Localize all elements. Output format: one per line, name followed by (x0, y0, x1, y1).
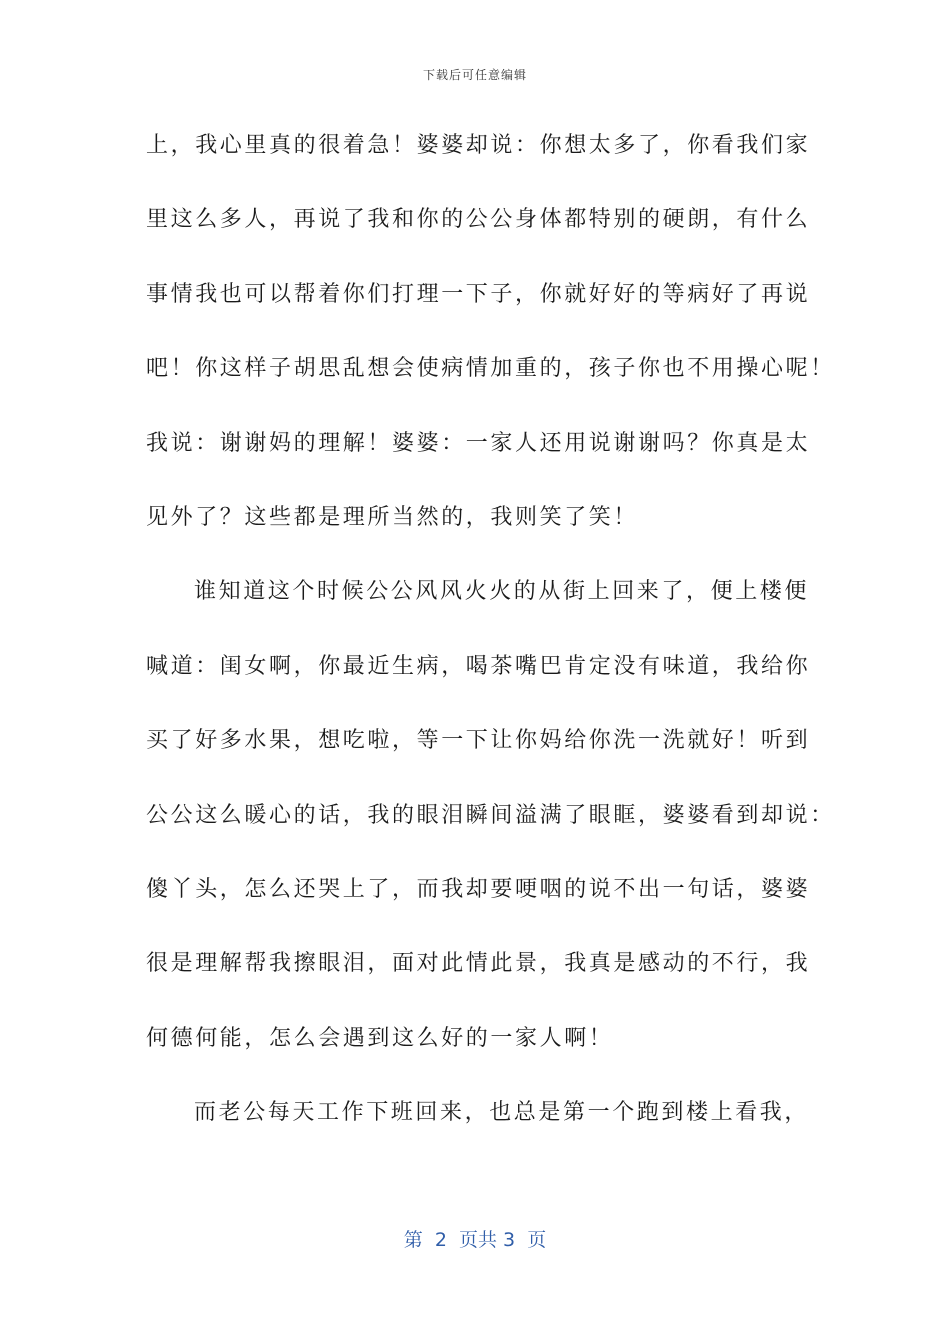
text-line-1: 上，我心里真的很着急！婆婆却说：你想太多了，你看我们家 (146, 133, 811, 158)
text-line-12: 很是理解帮我擦眼泪，面对此情此景，我真是感动的不行，我 (146, 951, 811, 977)
text-line-11: 傻丫头，怎么还哭上了，而我却要哽咽的说不出一句话，婆婆 (146, 876, 811, 902)
text-line-4: 吧！你这样子胡思乱想会使病情加重的，孩子你也不用操心呢！ (146, 356, 835, 382)
text-line-2: 里这么多人，再说了我和你的公公身体都特别的硬朗，有什么 (146, 207, 811, 233)
text-line-14: 而老公每天工作下班回来，也总是第一个跑到楼上看我， (194, 1100, 810, 1126)
text-line-13: 何德何能，怎么会遇到这么好的一家人啊！ (146, 1025, 614, 1051)
page-number-footer: 第 2 页共 3 页 (403, 1229, 547, 1251)
text-line-10: 公公这么暖心的话，我的眼泪瞬间溢满了眼眶，婆婆看到却说： (146, 802, 835, 828)
page-header: 下载后可任意编辑 (422, 68, 527, 82)
text-line-3: 事情我也可以帮着你们打理一下子，你就好好的等病好了再说 (146, 281, 811, 307)
text-line-6: 见外了？这些都是理所当然的，我则笑了笑！ (146, 504, 639, 530)
text-line-8: 喊道：闺女啊，你最近生病，喝茶嘴巴肯定没有味道，我给你 (146, 653, 811, 679)
text-line-9: 买了好多水果，想吃啦，等一下让你妈给你洗一洗就好！听到 (146, 728, 811, 754)
text-line-5: 我说：谢谢妈的理解！婆婆：一家人还用说谢谢吗？你真是太 (146, 430, 811, 456)
text-line-7: 谁知道这个时候公公风风火火的从街上回来了，便上楼便 (194, 579, 810, 605)
body-text (146, 120, 835, 1161)
